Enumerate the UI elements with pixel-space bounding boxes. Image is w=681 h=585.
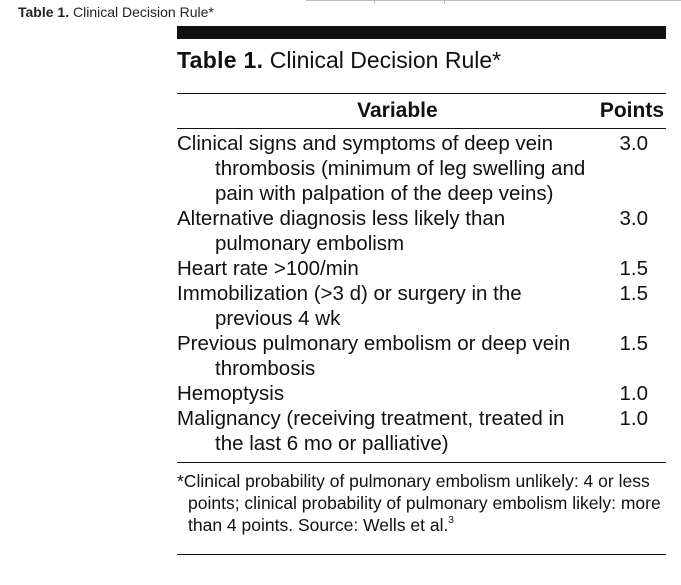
table-row [177, 256, 666, 281]
table-top-bar [177, 26, 666, 39]
table-title-text: Clinical Decision Rule* [269, 47, 502, 73]
footnote-bottom-rule [177, 554, 666, 555]
table-row [177, 331, 666, 381]
caption-label: Table 1. [18, 4, 70, 20]
row-points: 3.0 [619, 132, 648, 155]
row-variable: Clinical signs and symptoms of deep vein thrombosis (minimum of leg swelling and pain with palpation of the deep veins) [177, 132, 586, 205]
table-title [177, 46, 666, 74]
row-points: 1.0 [619, 382, 648, 405]
table-label: Table 1. [177, 47, 264, 73]
row-variable: Alternative diagnosis less likely than pulmonary embolism [177, 207, 506, 255]
row-variable: Hemoptysis [177, 382, 285, 405]
table-header-row [177, 94, 666, 128]
footnote-reference: 3 [448, 515, 454, 526]
table-row [177, 206, 666, 256]
table-body [177, 131, 666, 456]
row-points: 1.5 [619, 282, 648, 305]
table-footnote [177, 470, 666, 536]
caption-title: Clinical Decision Rule* [72, 4, 214, 20]
page-caption [18, 4, 214, 20]
row-points: 3.0 [619, 207, 648, 230]
top-divider-line [306, 0, 681, 1]
column-header-points: Points [599, 99, 664, 122]
row-variable: Immobilization (>3 d) or surgery in the previous 4 wk [177, 282, 522, 330]
row-points: 1.5 [619, 257, 648, 280]
table-bottom-rule [177, 462, 666, 463]
clinical-decision-table [177, 26, 666, 555]
column-header-variable: Variable [357, 99, 438, 122]
footnote-text: *Clinical probability of pulmonary embolism unlikely: 4 or less points; clinical probability of pulmonary embolism likely: more than 4 points. Source: Wells et al. [177, 471, 661, 535]
table-row [177, 131, 666, 206]
top-divider-tick [444, 0, 445, 4]
row-variable: Malignancy (receiving treatment, treated in the last 6 mo or palliative) [177, 407, 565, 455]
row-points: 1.5 [619, 332, 648, 355]
table-row [177, 406, 666, 456]
row-points: 1.0 [619, 407, 648, 430]
header-bottom-rule [177, 128, 666, 129]
table-row [177, 381, 666, 406]
table-row [177, 281, 666, 331]
row-variable: Previous pulmonary embolism or deep vein thrombosis [177, 332, 571, 380]
row-variable: Heart rate >100/min [177, 257, 359, 280]
top-divider-tick [374, 0, 375, 4]
